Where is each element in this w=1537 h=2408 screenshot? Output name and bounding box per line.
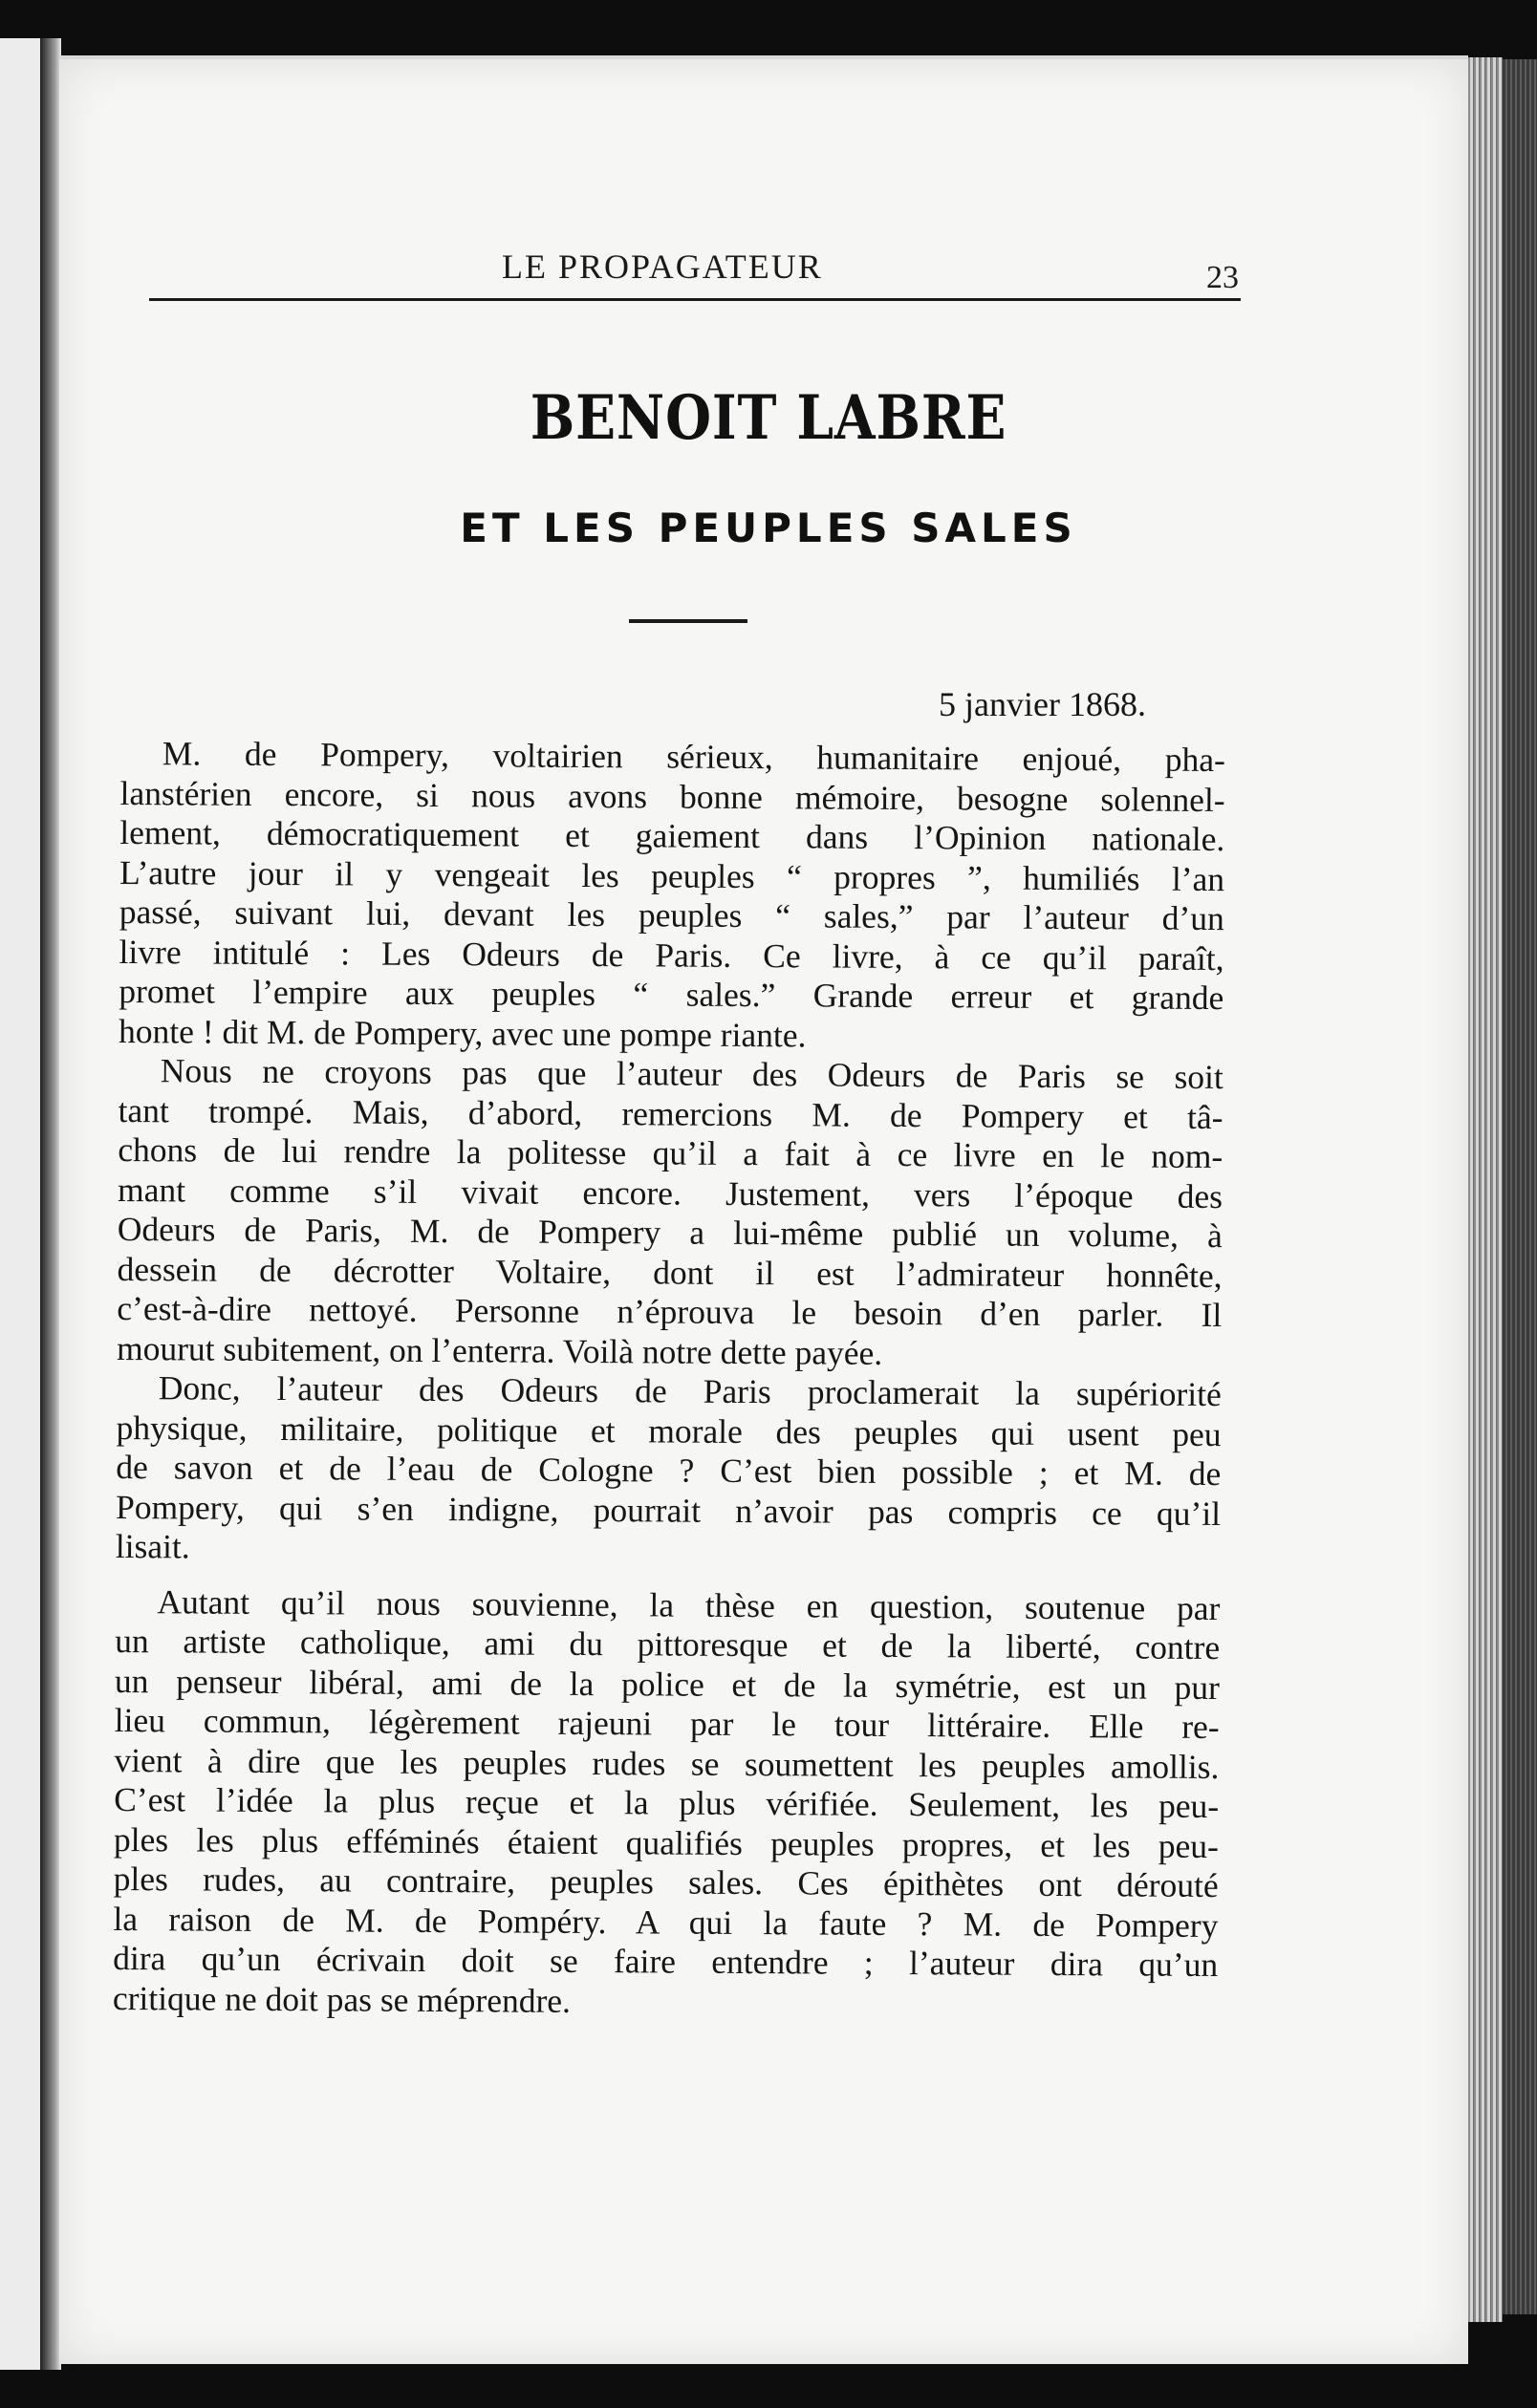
- title-separator-rule: [629, 619, 747, 623]
- text-line: livre intitulé : Les Odeurs de Paris. Ce livre, à ce qu’il paraît,: [119, 932, 1224, 978]
- text-line: tant trompé. Mais, d’abord, remercions M. de Pompery et tâ-: [118, 1090, 1223, 1136]
- text-line: la raison de M. de Pompéry. A qui la faute ? M. de Pompery: [113, 1899, 1219, 1945]
- book-cover-edge: [1503, 59, 1537, 2314]
- text-line: promet l’empire aux peuples “ sales.” Grande erreur et grande: [119, 971, 1224, 1018]
- paragraph-3: [116, 1368, 1222, 1574]
- text-line: M. de Pompery, voltairien sérieux, humanitaire enjoué, pha-: [162, 734, 1225, 780]
- text-line: passé, suivant lui, devant les peuples “ sales,” par l’auteur d’un: [119, 892, 1224, 938]
- text-line: ples rudes, au contraire, peuples sales. Ces épithètes ont dérouté: [113, 1859, 1219, 1905]
- text-line: lieu commun, légèrement rajeuni par le tour littéraire. Elle re-: [114, 1700, 1220, 1747]
- text-line: ples les plus efféminés étaient qualifiés peuples propres, et les peu-: [113, 1819, 1220, 1865]
- article-date: 5 janvier 1868.: [939, 685, 1146, 723]
- text-line: un artiste catholique, ami du pittoresque et de la liberté, contre: [115, 1621, 1221, 1667]
- text-line: critique ne doit pas se méprendre.: [112, 1978, 572, 2020]
- text-line: lement, démocratiquement et gaiement dans l’Opinion nationale.: [119, 812, 1225, 859]
- text-line: dessein de décrotter Voltaire, dont il est l’admirateur honnête,: [117, 1249, 1223, 1295]
- text-line: Odeurs de Paris, M. de Pompery a lui-même publié un volume, à: [117, 1209, 1223, 1256]
- text-line: chons de lui rendre la politesse qu’il a fait à ce livre en le nom-: [118, 1129, 1223, 1176]
- text-line: mant comme s’il vivait encore. Justement, vers l’époque des: [117, 1170, 1223, 1215]
- facing-page-edge: [0, 38, 40, 2370]
- text-line: mourut subitement, on l’enterra. Voilà notre dette payée.: [116, 1328, 883, 1372]
- text-line: Pompery, qui s’en indigne, pourrait n’avoir pas compris ce qu’il: [115, 1487, 1222, 1533]
- text-line: Autant qu’il nous souvienne, la thèse en question, soutenue par: [157, 1581, 1221, 1627]
- article-title: BENOIT LABRE: [530, 382, 1007, 454]
- paragraph-2: [117, 1051, 1223, 1375]
- paragraph-1: [119, 734, 1225, 1058]
- text-line: Nous ne croyons pas que l’auteur des Odeurs de Paris se soit: [160, 1051, 1223, 1097]
- book-gutter: [40, 38, 61, 2370]
- text-line: C’est l’idée la plus reçue et la plus vérifiée. Seulement, les peu-: [114, 1779, 1220, 1826]
- text-line: L’autre jour il y vengeait les peuples “ propres ”, humiliés l’an: [119, 852, 1225, 898]
- article-body: [113, 734, 1225, 2025]
- article-subtitle: ET LES PEUPLES SALES: [460, 505, 1077, 551]
- paragraph-4: [113, 1581, 1221, 2025]
- text-line: de savon et de l’eau de Cologne ? C’est bien possible ; et M. de: [116, 1447, 1222, 1494]
- page-number: 23: [1206, 260, 1239, 295]
- text-line: physique, militaire, politique et morale des peuples qui usent peu: [116, 1408, 1222, 1453]
- text-line: un penseur libéral, ami de la police et de la symétrie, est un pur: [114, 1661, 1221, 1707]
- text-line: Donc, l’auteur des Odeurs de Paris proclamerait la supériorité: [158, 1368, 1222, 1414]
- text-line: c’est-à-dire nettoyé. Personne n’éprouva le besoin d’en parler. Il: [117, 1288, 1223, 1335]
- text-line: honte ! dit M. de Pompery, avec une pompe riante.: [118, 1011, 807, 1054]
- text-line: dira qu’un écrivain doit se faire entendre ; l’auteur dira qu’un: [113, 1938, 1219, 1985]
- page-stack-edges: [1468, 57, 1503, 2322]
- text-line: lanstérien encore, si nous avons bonne mémoire, besogne solennel-: [119, 773, 1225, 819]
- running-header-title: LE PROPAGATEUR: [502, 247, 823, 286]
- text-line: vient à dire que les peuples rudes se soumettent les peuples amollis.: [114, 1740, 1220, 1786]
- text-line: lisait.: [115, 1526, 190, 1566]
- header-rule: [149, 298, 1241, 301]
